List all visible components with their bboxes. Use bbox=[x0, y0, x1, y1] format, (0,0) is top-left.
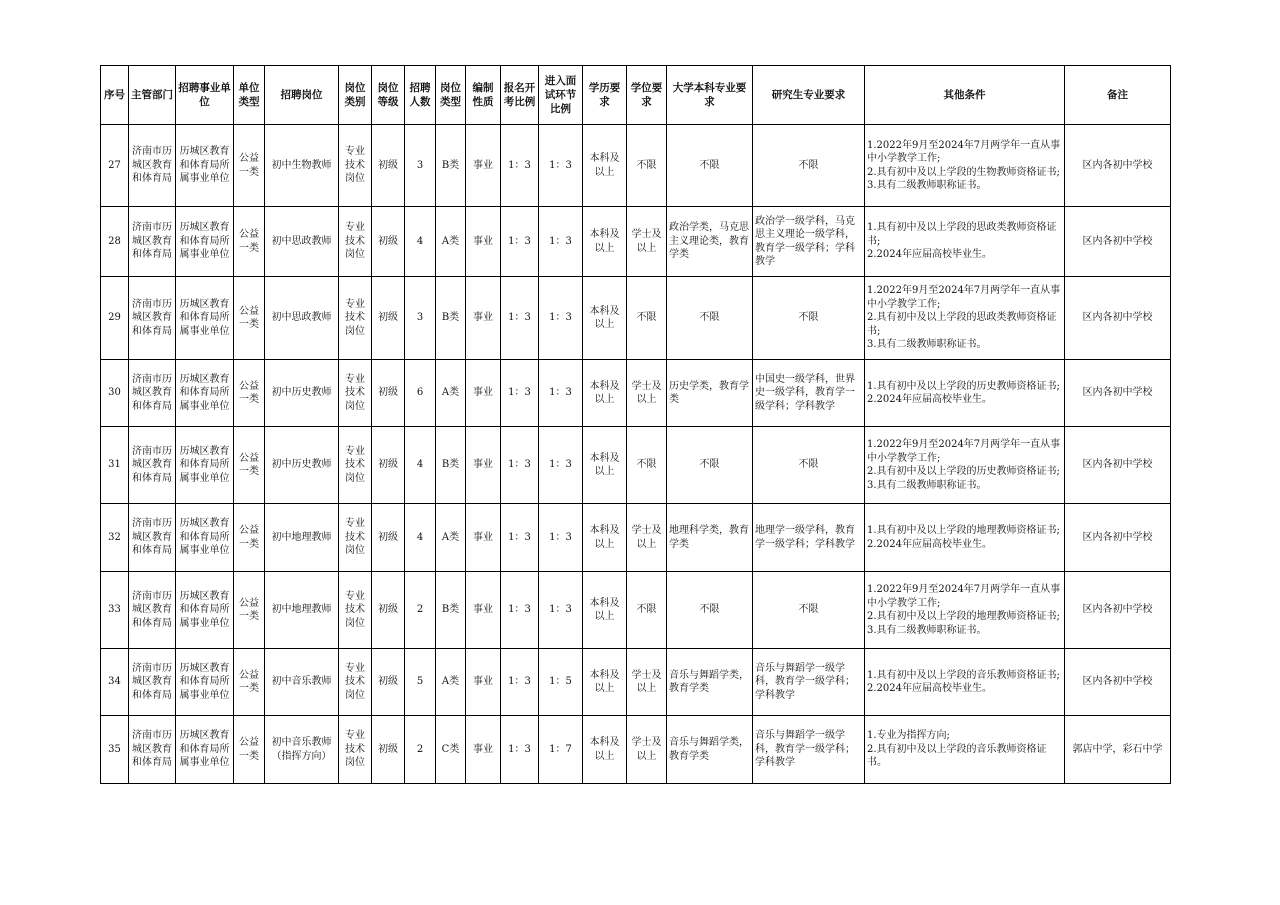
row-number: 34 bbox=[101, 649, 129, 716]
hiring-unit: 历城区教育和体育局所属事业单位 bbox=[176, 360, 234, 427]
post-type: C类 bbox=[436, 716, 466, 784]
exam-ratio: 1：3 bbox=[501, 572, 539, 649]
recruitment-table bbox=[100, 65, 1171, 784]
column-header: 岗位类别 bbox=[339, 66, 372, 125]
unit-type: 公益一类 bbox=[234, 360, 265, 427]
undergraduate-major: 不限 bbox=[667, 125, 753, 207]
hire-count: 4 bbox=[405, 427, 436, 504]
column-header: 研究生专业要求 bbox=[753, 66, 865, 125]
degree-requirement: 学士及以上 bbox=[627, 716, 667, 784]
remark: 区内各初中学校 bbox=[1065, 125, 1171, 207]
post-type: B类 bbox=[436, 572, 466, 649]
unit-type: 公益一类 bbox=[234, 649, 265, 716]
column-header: 学位要求 bbox=[627, 66, 667, 125]
position-level: 初级 bbox=[372, 716, 405, 784]
degree-requirement: 不限 bbox=[627, 427, 667, 504]
position-category: 专业技术岗位 bbox=[339, 649, 372, 716]
post-type: B类 bbox=[436, 125, 466, 207]
position-name: 初中历史教师 bbox=[265, 360, 339, 427]
post-type: A类 bbox=[436, 649, 466, 716]
graduate-major: 不限 bbox=[753, 277, 865, 360]
staffing-type: 事业 bbox=[466, 125, 501, 207]
position-category: 专业技术岗位 bbox=[339, 277, 372, 360]
hiring-unit: 历城区教育和体育局所属事业单位 bbox=[176, 207, 234, 277]
education-requirement: 本科及以上 bbox=[583, 207, 627, 277]
hiring-unit: 历城区教育和体育局所属事业单位 bbox=[176, 504, 234, 572]
education-requirement: 本科及以上 bbox=[583, 427, 627, 504]
hiring-unit: 历城区教育和体育局所属事业单位 bbox=[176, 649, 234, 716]
managing-department: 济南市历城区教育和体育局 bbox=[129, 716, 176, 784]
other-conditions: 1.具有初中及以上学段的音乐教师资格证书; 2.2024年应届高校毕业生。 bbox=[865, 649, 1065, 716]
row-number: 31 bbox=[101, 427, 129, 504]
table-row bbox=[101, 427, 1171, 504]
graduate-major: 政治学一级学科，马克思主义理论一级学科，教育学一级学科；学科教学 bbox=[753, 207, 865, 277]
row-number: 33 bbox=[101, 572, 129, 649]
exam-ratio: 1：3 bbox=[501, 277, 539, 360]
staffing-type: 事业 bbox=[466, 716, 501, 784]
position-name: 初中思政教师 bbox=[265, 277, 339, 360]
graduate-major: 地理学一级学科，教育学一级学科；学科教学 bbox=[753, 504, 865, 572]
hire-count: 4 bbox=[405, 504, 436, 572]
remark: 区内各初中学校 bbox=[1065, 427, 1171, 504]
graduate-major: 音乐与舞蹈学一级学科，教育学一级学科；学科教学 bbox=[753, 649, 865, 716]
exam-ratio: 1：3 bbox=[501, 716, 539, 784]
hiring-unit: 历城区教育和体育局所属事业单位 bbox=[176, 572, 234, 649]
other-conditions: 1.具有初中及以上学段的思政类教师资格证书; 2.2024年应届高校毕业生。 bbox=[865, 207, 1065, 277]
interview-ratio: 1：3 bbox=[539, 360, 583, 427]
position-level: 初级 bbox=[372, 649, 405, 716]
other-conditions: 1.具有初中及以上学段的历史教师资格证书; 2.2024年应届高校毕业生。 bbox=[865, 360, 1065, 427]
post-type: A类 bbox=[436, 504, 466, 572]
managing-department: 济南市历城区教育和体育局 bbox=[129, 277, 176, 360]
exam-ratio: 1：3 bbox=[501, 207, 539, 277]
other-conditions: 1.2022年9月至2024年7月两学年一直从事中小学教学工作; 2.具有初中及以上学段的地理教师资格证书; 3.具有二级教师职称证书。 bbox=[865, 572, 1065, 649]
remark: 区内各初中学校 bbox=[1065, 649, 1171, 716]
education-requirement: 本科及以上 bbox=[583, 572, 627, 649]
post-type: B类 bbox=[436, 427, 466, 504]
staffing-type: 事业 bbox=[466, 572, 501, 649]
degree-requirement: 学士及以上 bbox=[627, 504, 667, 572]
other-conditions: 1.2022年9月至2024年7月两学年一直从事中小学教学工作; 2.具有初中及以上学段的生物教师资格证书; 3.具有二级教师职称证书。 bbox=[865, 125, 1065, 207]
managing-department: 济南市历城区教育和体育局 bbox=[129, 427, 176, 504]
post-type: A类 bbox=[436, 207, 466, 277]
table-row bbox=[101, 572, 1171, 649]
position-category: 专业技术岗位 bbox=[339, 125, 372, 207]
unit-type: 公益一类 bbox=[234, 427, 265, 504]
undergraduate-major: 音乐与舞蹈学类，教育学类 bbox=[667, 716, 753, 784]
exam-ratio: 1：3 bbox=[501, 504, 539, 572]
degree-requirement: 学士及以上 bbox=[627, 649, 667, 716]
table-row bbox=[101, 360, 1171, 427]
table-row bbox=[101, 649, 1171, 716]
position-name: 初中地理教师 bbox=[265, 572, 339, 649]
hire-count: 5 bbox=[405, 649, 436, 716]
other-conditions: 1.2022年9月至2024年7月两学年一直从事中小学教学工作; 2.具有初中及以上学段的思政类教师资格证书; 3.具有二级教师职称证书。 bbox=[865, 277, 1065, 360]
column-header: 编制性质 bbox=[466, 66, 501, 125]
post-type: A类 bbox=[436, 360, 466, 427]
remark: 区内各初中学校 bbox=[1065, 572, 1171, 649]
position-level: 初级 bbox=[372, 125, 405, 207]
interview-ratio: 1：3 bbox=[539, 572, 583, 649]
row-number: 29 bbox=[101, 277, 129, 360]
position-category: 专业技术岗位 bbox=[339, 360, 372, 427]
position-name: 初中音乐教师 bbox=[265, 649, 339, 716]
position-level: 初级 bbox=[372, 427, 405, 504]
hire-count: 3 bbox=[405, 277, 436, 360]
managing-department: 济南市历城区教育和体育局 bbox=[129, 649, 176, 716]
managing-department: 济南市历城区教育和体育局 bbox=[129, 125, 176, 207]
position-category: 专业技术岗位 bbox=[339, 504, 372, 572]
managing-department: 济南市历城区教育和体育局 bbox=[129, 360, 176, 427]
hiring-unit: 历城区教育和体育局所属事业单位 bbox=[176, 277, 234, 360]
hire-count: 2 bbox=[405, 572, 436, 649]
column-header: 报名开考比例 bbox=[501, 66, 539, 125]
degree-requirement: 不限 bbox=[627, 277, 667, 360]
exam-ratio: 1：3 bbox=[501, 427, 539, 504]
education-requirement: 本科及以上 bbox=[583, 125, 627, 207]
table-row bbox=[101, 716, 1171, 784]
undergraduate-major: 不限 bbox=[667, 572, 753, 649]
other-conditions: 1.具有初中及以上学段的地理教师资格证书; 2.2024年应届高校毕业生。 bbox=[865, 504, 1065, 572]
table-row bbox=[101, 125, 1171, 207]
staffing-type: 事业 bbox=[466, 277, 501, 360]
table-body bbox=[101, 125, 1171, 784]
row-number: 27 bbox=[101, 125, 129, 207]
exam-ratio: 1：3 bbox=[501, 125, 539, 207]
other-conditions: 1.专业为指挥方向; 2.具有初中及以上学段的音乐教师资格证书。 bbox=[865, 716, 1065, 784]
staffing-type: 事业 bbox=[466, 649, 501, 716]
degree-requirement: 不限 bbox=[627, 572, 667, 649]
column-header: 岗位类型 bbox=[436, 66, 466, 125]
hiring-unit: 历城区教育和体育局所属事业单位 bbox=[176, 125, 234, 207]
hire-count: 4 bbox=[405, 207, 436, 277]
interview-ratio: 1：3 bbox=[539, 427, 583, 504]
interview-ratio: 1：5 bbox=[539, 649, 583, 716]
remark: 区内各初中学校 bbox=[1065, 277, 1171, 360]
position-level: 初级 bbox=[372, 504, 405, 572]
other-conditions: 1.2022年9月至2024年7月两学年一直从事中小学教学工作; 2.具有初中及以上学段的历史教师资格证书; 3.具有二级教师职称证书。 bbox=[865, 427, 1065, 504]
hire-count: 3 bbox=[405, 125, 436, 207]
column-header: 备注 bbox=[1065, 66, 1171, 125]
graduate-major: 不限 bbox=[753, 427, 865, 504]
education-requirement: 本科及以上 bbox=[583, 360, 627, 427]
position-name: 初中历史教师 bbox=[265, 427, 339, 504]
degree-requirement: 学士及以上 bbox=[627, 207, 667, 277]
interview-ratio: 1：3 bbox=[539, 125, 583, 207]
remark: 区内各初中学校 bbox=[1065, 360, 1171, 427]
column-header: 招聘人数 bbox=[405, 66, 436, 125]
staffing-type: 事业 bbox=[466, 427, 501, 504]
column-header: 进入面试环节比例 bbox=[539, 66, 583, 125]
unit-type: 公益一类 bbox=[234, 125, 265, 207]
undergraduate-major: 音乐与舞蹈学类，教育学类 bbox=[667, 649, 753, 716]
post-type: B类 bbox=[436, 277, 466, 360]
undergraduate-major: 地理科学类，教育学类 bbox=[667, 504, 753, 572]
position-level: 初级 bbox=[372, 277, 405, 360]
position-category: 专业技术岗位 bbox=[339, 207, 372, 277]
degree-requirement: 不限 bbox=[627, 125, 667, 207]
managing-department: 济南市历城区教育和体育局 bbox=[129, 572, 176, 649]
position-level: 初级 bbox=[372, 572, 405, 649]
position-name: 初中思政教师 bbox=[265, 207, 339, 277]
column-header: 招聘岗位 bbox=[265, 66, 339, 125]
graduate-major: 不限 bbox=[753, 125, 865, 207]
education-requirement: 本科及以上 bbox=[583, 649, 627, 716]
unit-type: 公益一类 bbox=[234, 572, 265, 649]
managing-department: 济南市历城区教育和体育局 bbox=[129, 207, 176, 277]
column-header: 岗位等级 bbox=[372, 66, 405, 125]
staffing-type: 事业 bbox=[466, 504, 501, 572]
column-header: 序号 bbox=[101, 66, 129, 125]
graduate-major: 音乐与舞蹈学一级学科，教育学一级学科；学科教学 bbox=[753, 716, 865, 784]
exam-ratio: 1：3 bbox=[501, 360, 539, 427]
column-header: 单位类型 bbox=[234, 66, 265, 125]
position-name: 初中地理教师 bbox=[265, 504, 339, 572]
interview-ratio: 1：3 bbox=[539, 207, 583, 277]
position-category: 专业技术岗位 bbox=[339, 716, 372, 784]
staffing-type: 事业 bbox=[466, 360, 501, 427]
unit-type: 公益一类 bbox=[234, 504, 265, 572]
position-level: 初级 bbox=[372, 360, 405, 427]
table-row bbox=[101, 277, 1171, 360]
row-number: 32 bbox=[101, 504, 129, 572]
graduate-major: 不限 bbox=[753, 572, 865, 649]
hire-count: 2 bbox=[405, 716, 436, 784]
row-number: 35 bbox=[101, 716, 129, 784]
degree-requirement: 学士及以上 bbox=[627, 360, 667, 427]
interview-ratio: 1：3 bbox=[539, 504, 583, 572]
exam-ratio: 1：3 bbox=[501, 649, 539, 716]
managing-department: 济南市历城区教育和体育局 bbox=[129, 504, 176, 572]
staffing-type: 事业 bbox=[466, 207, 501, 277]
education-requirement: 本科及以上 bbox=[583, 504, 627, 572]
table-header-row bbox=[101, 66, 1171, 125]
position-category: 专业技术岗位 bbox=[339, 427, 372, 504]
hiring-unit: 历城区教育和体育局所属事业单位 bbox=[176, 427, 234, 504]
column-header: 主管部门 bbox=[129, 66, 176, 125]
unit-type: 公益一类 bbox=[234, 277, 265, 360]
education-requirement: 本科及以上 bbox=[583, 716, 627, 784]
position-name: 初中生物教师 bbox=[265, 125, 339, 207]
position-name: 初中音乐教师（指挥方向） bbox=[265, 716, 339, 784]
interview-ratio: 1：3 bbox=[539, 277, 583, 360]
remark: 区内各初中学校 bbox=[1065, 504, 1171, 572]
undergraduate-major: 不限 bbox=[667, 277, 753, 360]
interview-ratio: 1：7 bbox=[539, 716, 583, 784]
unit-type: 公益一类 bbox=[234, 207, 265, 277]
undergraduate-major: 不限 bbox=[667, 427, 753, 504]
education-requirement: 本科及以上 bbox=[583, 277, 627, 360]
table-row bbox=[101, 504, 1171, 572]
column-header: 学历要求 bbox=[583, 66, 627, 125]
column-header: 其他条件 bbox=[865, 66, 1065, 125]
row-number: 30 bbox=[101, 360, 129, 427]
hire-count: 6 bbox=[405, 360, 436, 427]
remark: 郭店中学，彩石中学 bbox=[1065, 716, 1171, 784]
graduate-major: 中国史一级学科，世界史一级学科，教育学一级学科；学科教学 bbox=[753, 360, 865, 427]
row-number: 28 bbox=[101, 207, 129, 277]
column-header: 招聘事业单位 bbox=[176, 66, 234, 125]
position-level: 初级 bbox=[372, 207, 405, 277]
unit-type: 公益一类 bbox=[234, 716, 265, 784]
table-row bbox=[101, 207, 1171, 277]
hiring-unit: 历城区教育和体育局所属事业单位 bbox=[176, 716, 234, 784]
position-category: 专业技术岗位 bbox=[339, 572, 372, 649]
remark: 区内各初中学校 bbox=[1065, 207, 1171, 277]
undergraduate-major: 历史学类，教育学类 bbox=[667, 360, 753, 427]
column-header: 大学本科专业要求 bbox=[667, 66, 753, 125]
undergraduate-major: 政治学类，马克思主义理论类，教育学类 bbox=[667, 207, 753, 277]
